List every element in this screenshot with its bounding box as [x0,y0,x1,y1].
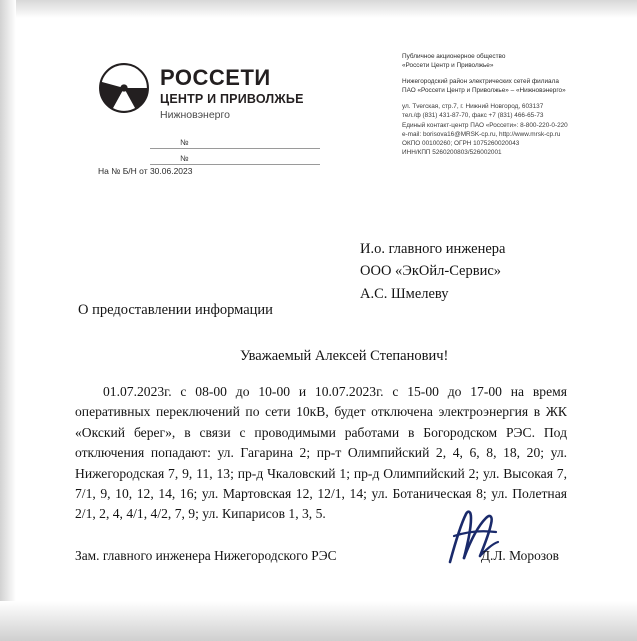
signer-position: Зам. главного инженера Нижегородского РЭС [75,548,337,563]
brand-text [160,62,304,121]
addressee-organization: ООО «ЭкОйл-Сервис» [360,263,502,280]
reference-fields [150,136,360,168]
body-paragraph: 01.07.2023г. с 08-00 до 10-00 и 10.07.2023г. с 15-00 до 17-00 на время оперативных переключений по сети 10кВ, будет отключена электроэнергия в ЖК «Окский берег», в связи с проводимыми работами в Богородском РЭС. Под отключения попадают: ул. Гагарина 2; пр-т Олимпийский 2, 4, 6, 8, 18, 20; ул. Нижегородская 7, 9, 11, 13; пр-д Чкаловский 1; пр-д Олимпийский 2; ул. Высокая 7, 7/1, 9, 10, 12, 14, 16; ул. Мартовская 12, 12/1, 14; ул. Ботаническая 8; ул. Полетная 2/1, 2, 4, 4/1, 4/2, 7, 9; ул. Кипарисов 1, 3, 5. [75,384,567,522]
addressee-name: А.С. Шмелеву [360,285,449,302]
scan-shading-top [0,0,637,18]
our-reference-line: На № Б/Н от 30.06.2023 [98,166,193,176]
letterhead [0,48,637,198]
signer-name: Д.Л. Морозов [480,548,559,563]
requisites-line: ул. Тverская, стр.7, г. Нижний Новгород, 603137 [402,103,544,111]
requisites-line: «Россети Центр и Приволжье» [402,62,494,70]
requisites-line: ОКПО 00100260; ОГРН 1075260020043 [402,139,520,147]
brand-name: РОССЕТИ [160,65,271,90]
requisites-line: Публичное акционерное общество [402,53,506,60]
requisites-group-contacts [402,102,617,157]
requisites-line: тел./ф (831) 431-87-70, факс +7 (831) 466-65-73 [402,112,544,120]
requisites-group-legal-entity [402,52,617,70]
incoming-number-rule [150,164,320,165]
requisites-group-branch [402,77,617,95]
brand-division: ЦЕНТР И ПРИВОЛЖЬЕ [160,92,304,107]
incoming-number-label: № [180,154,189,163]
salutation: Уважаемый Алексей Степанович! [240,348,449,364]
company-logo-block [98,62,304,121]
requisites-line: Единый контакт-центр ПАО «Россети»: 8-800-220-0-220 [402,121,568,129]
requisites-line: Нижегородский район электрических сетей филиала [402,78,559,86]
requisites-line: ПАО «Россети Центр и Приволжье» – «Нижновэнерго» [402,87,566,95]
letter-body [75,382,567,525]
company-requisites [402,52,617,157]
addressee-block [360,238,505,305]
scan-shading-bottom [0,601,637,641]
requisites-line: ИНН/КПП 5260200803/526002001 [402,148,502,156]
letter-subject: О предоставлении информации [78,302,273,318]
outgoing-number-field [150,136,360,152]
requisites-line-email: e-mail: borisova16@MRSK-cp.ru, http://www.mrsk-cp.ru [402,130,561,138]
addressee-position: И.о. главного инженера [360,241,506,257]
rosseti-sphere-logo-icon [98,62,150,114]
outgoing-number-rule [150,148,320,149]
brand-branch: Нижновэнерго [160,109,230,122]
outgoing-number-label: № [180,138,189,147]
